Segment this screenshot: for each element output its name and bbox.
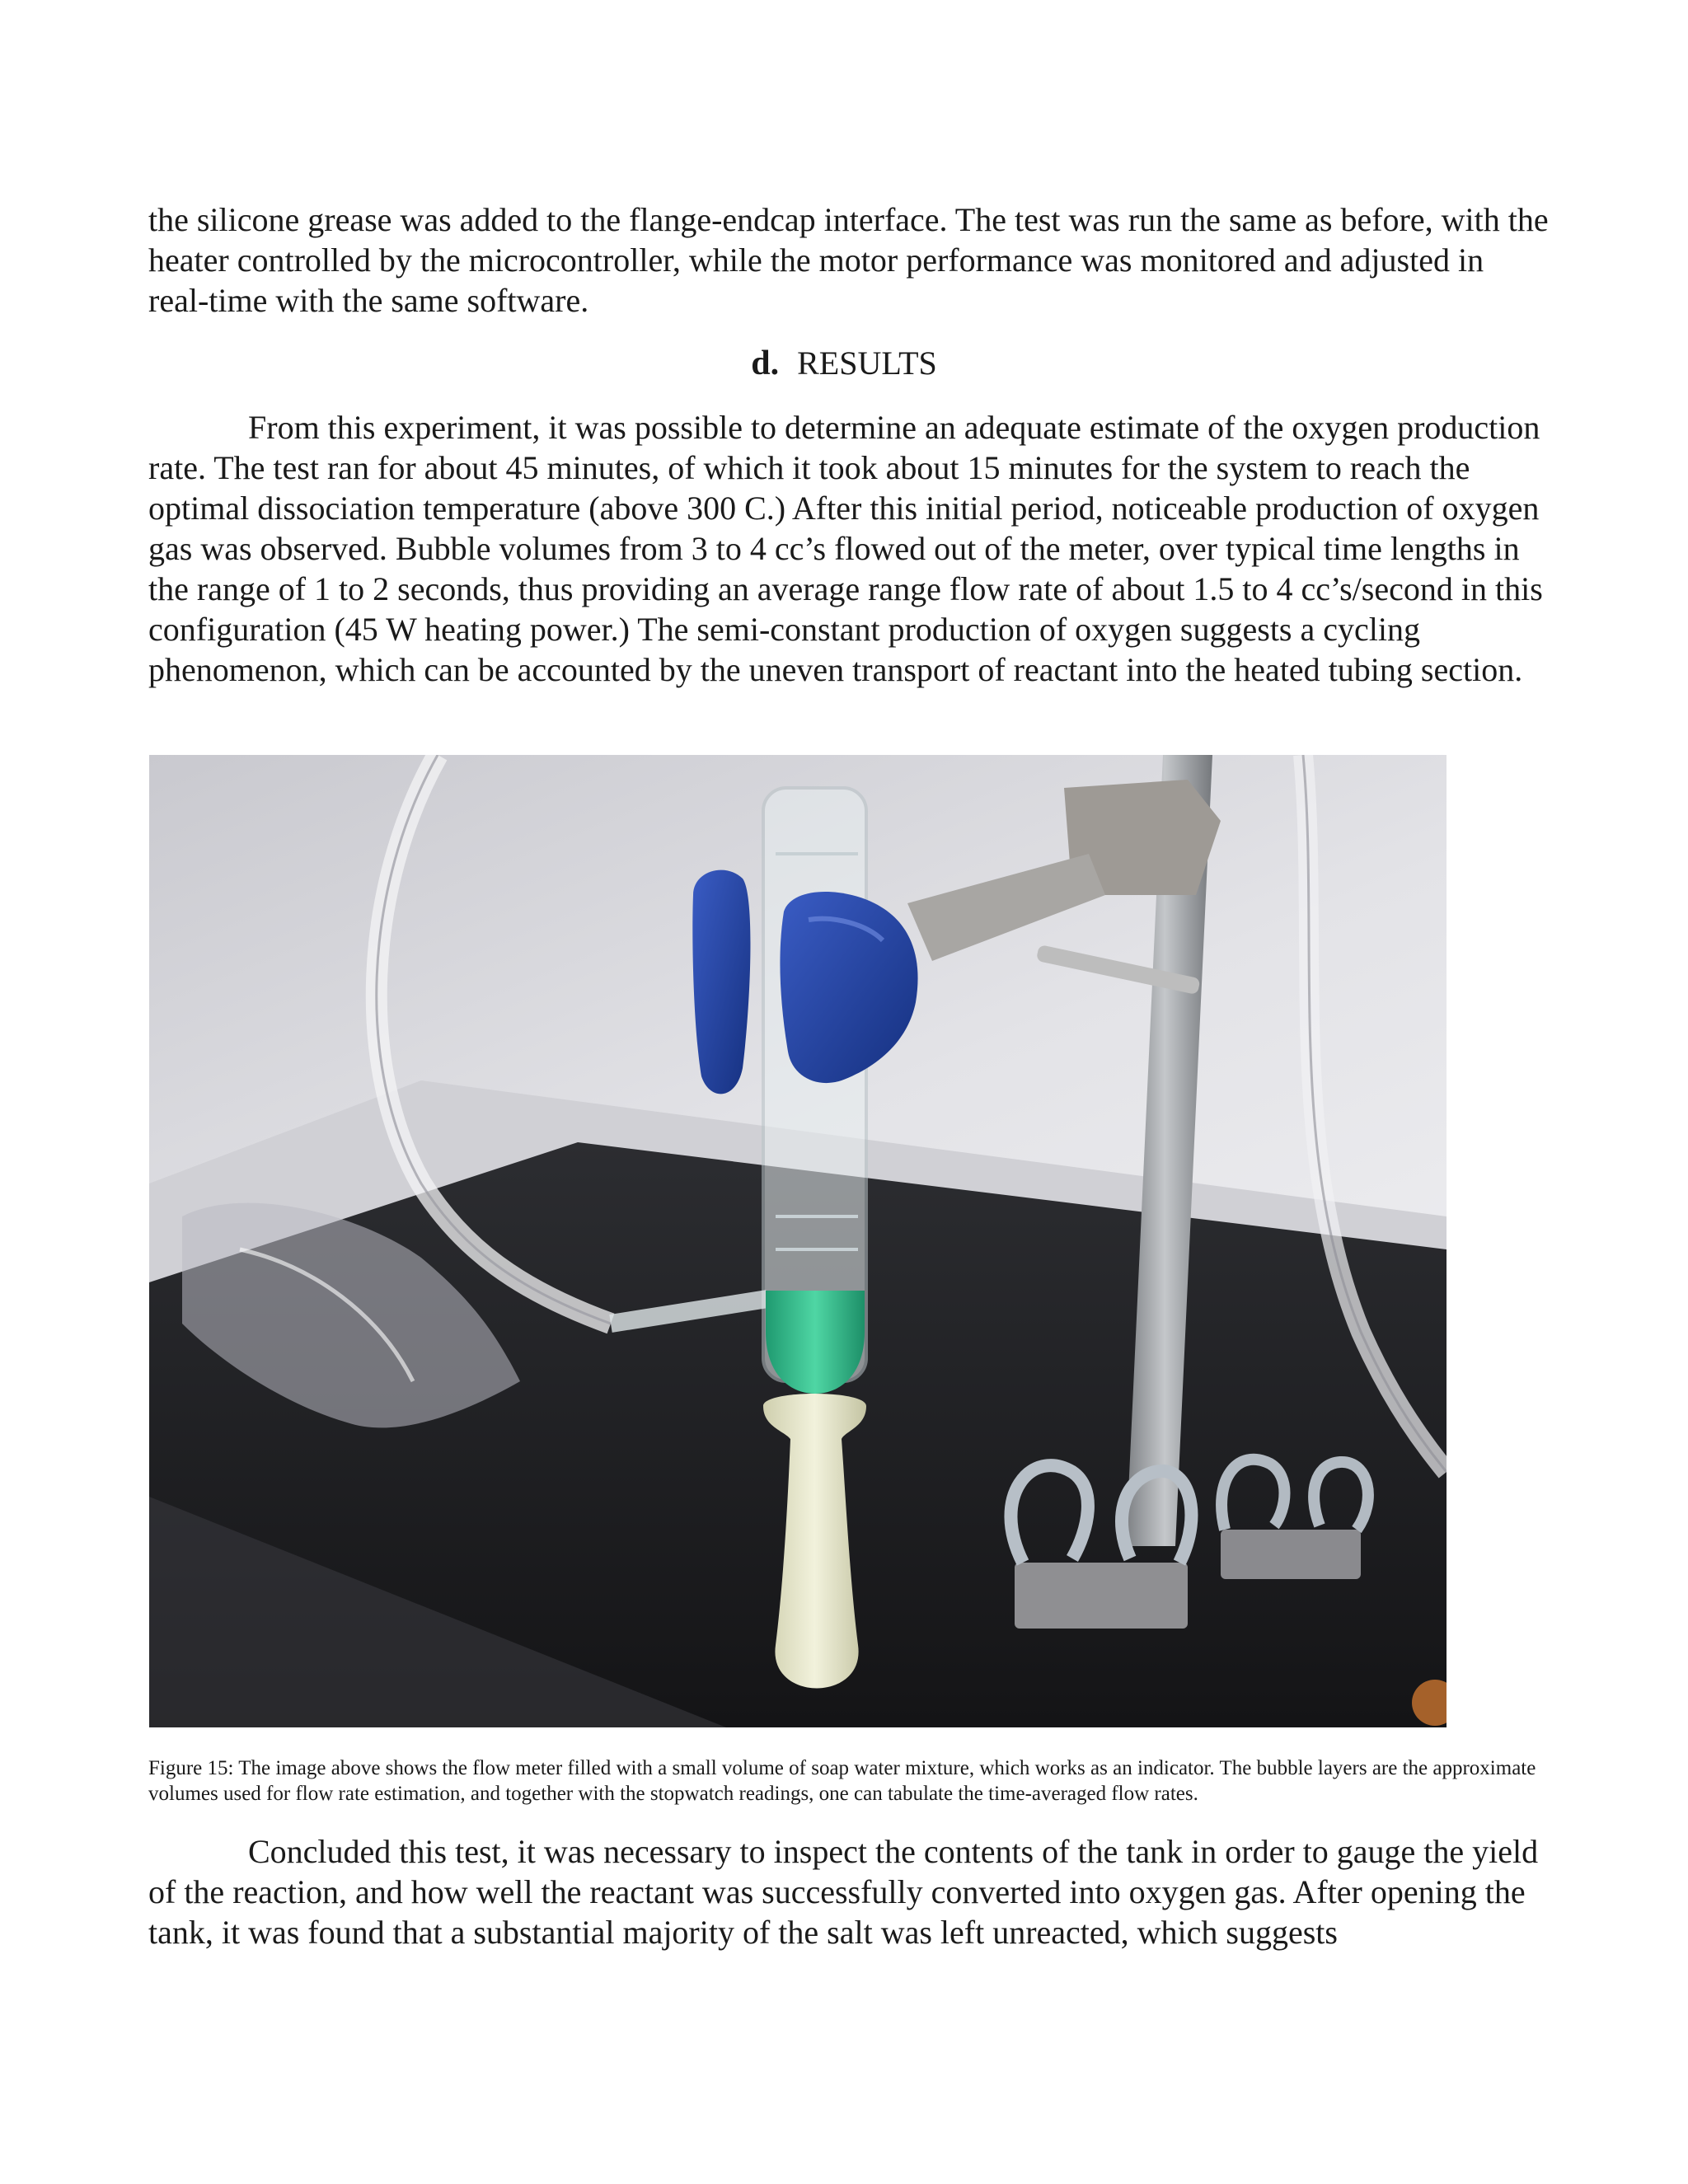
figure-caption: Figure 15: The image above shows the flow meter filled with a small volume of soap water mixture, which works as an indicator. The bubble layers are the approximate volumes used for flow rate estimation, and together with the stopwatch readings, one can tabulate the time-averaged flow rates. <box>148 1757 1536 1805</box>
section-title: RESULTS <box>797 344 937 382</box>
indicator-liquid <box>766 1291 865 1394</box>
figure-photo <box>149 755 1447 1727</box>
section-letter: d. <box>751 344 780 382</box>
results-paragraph: From this experiment, it was possible to determine an adequate estimate of the oxygen production rate. The test ran for about 45 minutes, of which it took about 15 minutes for the system to reach the optimal dissociation temperature (above 300 C.) After this initial period, noticeable production of oxygen gas was observed. Bubble volumes from 3 to 4 cc’s flowed out of the meter, over typical time lengths in the range of 1 to 2 seconds, thus providing an average range flow rate of about 1.5 to 4 cc’s/second in this configuration (45 W heating power.) The semi-constant production of oxygen suggests a cycling phenomenon, which can be accounted by the uneven transport of reactant into the heated tubing section. <box>148 409 1543 688</box>
intro-paragraph: the silicone grease was added to the flange-endcap interface. The test was run the same as before, with the heater controlled by the microcontroller, while the motor performance was monitored and adjusted in real-time with the same software. <box>148 201 1549 319</box>
conclusion-paragraph: Concluded this test, it was necessary to inspect the contents of the tank in order to gauge the yield of the reaction, and how well the reactant was successfully converted into oxygen gas. After opening the tank, it was found that a substantial majority of the salt was left unreacted, which suggests <box>148 1833 1539 1951</box>
section-heading <box>0 343 1688 384</box>
flow-meter-photo <box>149 755 1447 1727</box>
clamp-pad-left <box>692 870 750 1094</box>
